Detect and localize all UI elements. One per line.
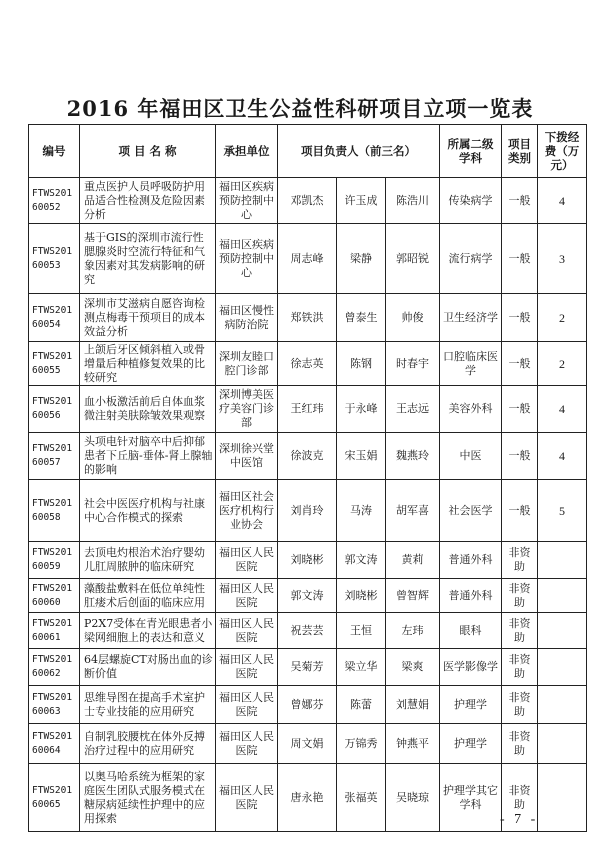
category-cell: 非资助 xyxy=(502,686,538,724)
leader-cell: 万锦秀 xyxy=(337,724,386,764)
project-code-cell xyxy=(29,386,80,433)
project-code-part: 60057 xyxy=(32,457,61,468)
funding-cell xyxy=(538,613,587,649)
unit-cell: 福田区人民医院 xyxy=(216,579,278,613)
project-code-part: FTWS201 xyxy=(32,497,73,509)
table-row xyxy=(29,178,587,224)
leader-cell: 于永峰 xyxy=(337,386,386,433)
discipline-cell: 眼科 xyxy=(440,613,502,649)
header-category: 项目类别 xyxy=(502,125,538,178)
project-code-part: FTWS201 xyxy=(32,582,73,594)
project-code-cell xyxy=(29,579,80,613)
project-code-part: FTWS201 xyxy=(32,245,73,257)
discipline-cell: 美容外科 xyxy=(440,386,502,433)
project-code-cell xyxy=(29,178,80,224)
leader-cell: 邓凯杰 xyxy=(278,178,337,224)
leader-cell: 郑铁洪 xyxy=(278,294,337,342)
category-cell: 一般 xyxy=(502,480,538,542)
funding-cell xyxy=(538,542,587,579)
category-cell: 一般 xyxy=(502,178,538,224)
discipline-cell: 普通外科 xyxy=(440,542,502,579)
table-header-row xyxy=(29,125,587,178)
category-cell: 一般 xyxy=(502,386,538,433)
project-name-cell: P2X7受体在青光眼患者小梁网细胞上的表达和意义 xyxy=(80,613,216,649)
table-row xyxy=(29,649,587,686)
project-code-cell xyxy=(29,224,80,294)
funding-cell: 5 xyxy=(538,480,587,542)
project-code-part: 60054 xyxy=(32,318,61,330)
project-name-cell: 基于GIS的深圳市流行性腮腺炎时空流行特征和气象因素对其发病影响的研究 xyxy=(80,224,216,294)
category-cell: 非资助 xyxy=(502,542,538,579)
table-row xyxy=(29,433,587,480)
unit-cell: 福田区疾病预防控制中心 xyxy=(216,178,278,224)
category-cell: 一般 xyxy=(502,224,538,294)
leader-cell: 王志远 xyxy=(386,386,440,433)
project-code-part: 60060 xyxy=(32,596,61,608)
funding-cell: 2 xyxy=(538,294,587,342)
header-discipline: 所属二级学科 xyxy=(440,125,502,178)
leader-cell: 曾娜芬 xyxy=(278,686,337,724)
funding-cell: 4 xyxy=(538,178,587,224)
project-code-part: 60063 xyxy=(32,705,61,717)
project-code-part: FTWS201 xyxy=(32,654,73,665)
header-leaders: 项目负责人（前三名） xyxy=(278,125,440,178)
leader-cell: 梁静 xyxy=(337,224,386,294)
category-cell: 非资助 xyxy=(502,649,538,686)
leader-cell: 刘晓彬 xyxy=(278,542,337,579)
leader-cell: 时春宇 xyxy=(386,342,440,386)
project-name-cell: 去顶电灼根治术治疗婴幼儿肛周脓肿的临床研究 xyxy=(80,542,216,579)
leader-cell: 祝芸芸 xyxy=(278,613,337,649)
leader-cell: 刘晓彬 xyxy=(337,579,386,613)
header-code: 编号 xyxy=(29,125,80,178)
funding-cell: 2 xyxy=(538,342,587,386)
project-code-part: FTWS201 xyxy=(32,730,73,742)
unit-cell: 福田区人民医院 xyxy=(216,764,278,832)
leader-cell: 梁爽 xyxy=(386,649,440,686)
leader-cell: 许玉成 xyxy=(337,178,386,224)
table-row xyxy=(29,386,587,433)
unit-cell: 深圳徐兴堂中医馆 xyxy=(216,433,278,480)
category-cell: 一般 xyxy=(502,342,538,386)
project-code-cell xyxy=(29,542,80,579)
header-unit: 承担单位 xyxy=(216,125,278,178)
discipline-cell: 口腔临床医学 xyxy=(440,342,502,386)
leader-cell: 徐波克 xyxy=(278,433,337,480)
funding-cell: 4 xyxy=(538,386,587,433)
project-name-cell: 64层螺旋CT对肠出血的诊断价值 xyxy=(80,649,216,686)
leader-cell: 宋玉娟 xyxy=(337,433,386,480)
project-code-part: FTWS201 xyxy=(32,396,73,407)
category-cell: 非资助 xyxy=(502,579,538,613)
leader-cell: 刘肖玲 xyxy=(278,480,337,542)
leader-cell: 吴菊芳 xyxy=(278,649,337,686)
project-code-cell xyxy=(29,724,80,764)
table-row xyxy=(29,686,587,724)
project-code-part: FTWS201 xyxy=(32,784,73,796)
project-code-part: 60062 xyxy=(32,668,61,679)
project-name-cell: 以奥马哈系统为框架的家庭医生团队式服务模式在糖尿病延续性护理中的应用探索 xyxy=(80,764,216,832)
project-code-cell xyxy=(29,649,80,686)
leader-cell: 陈浩川 xyxy=(386,178,440,224)
leader-cell: 左玮 xyxy=(386,613,440,649)
funding-cell xyxy=(538,764,587,832)
project-name-cell: 头项电针对脑卒中后抑郁患者下丘脑-垂体-肾上腺轴的影响 xyxy=(80,433,216,480)
funding-cell: 4 xyxy=(538,433,587,480)
leader-cell: 郭昭锐 xyxy=(386,224,440,294)
project-code-cell xyxy=(29,764,80,832)
project-code-cell xyxy=(29,342,80,386)
project-name-cell: 藻酸盐敷料在低位单纯性肛瘘术后创面的临床应用 xyxy=(80,579,216,613)
unit-cell: 福田区社会医疗机构行业协会 xyxy=(216,480,278,542)
funding-cell: 3 xyxy=(538,224,587,294)
project-code-cell xyxy=(29,613,80,649)
project-code-cell xyxy=(29,433,80,480)
unit-cell: 深圳友睦口腔门诊部 xyxy=(216,342,278,386)
project-code-part: 60053 xyxy=(32,259,61,271)
project-code-part: 60059 xyxy=(32,561,61,572)
unit-cell: 福田区疾病预防控制中心 xyxy=(216,224,278,294)
category-cell: 非资助 xyxy=(502,764,538,832)
project-code-part: 60056 xyxy=(32,410,61,421)
project-code-cell xyxy=(29,480,80,542)
leader-cell: 陈蕾 xyxy=(337,686,386,724)
leader-cell: 黄莉 xyxy=(386,542,440,579)
discipline-cell: 普通外科 xyxy=(440,579,502,613)
leader-cell: 徐志英 xyxy=(278,342,337,386)
header-funding: 下拨经费（万元） xyxy=(538,125,587,178)
project-code-part: 60052 xyxy=(32,201,61,213)
unit-cell: 福田区人民医院 xyxy=(216,649,278,686)
discipline-cell: 护理学其它学科 xyxy=(440,764,502,832)
table-row xyxy=(29,294,587,342)
project-code-part: FTWS201 xyxy=(32,547,73,558)
table-row xyxy=(29,342,587,386)
project-code-part: 60055 xyxy=(32,364,61,376)
header-project: 项 目 名 称 xyxy=(80,125,216,178)
table-row xyxy=(29,480,587,542)
project-code-part: FTWS201 xyxy=(32,187,73,199)
leader-cell: 钟燕平 xyxy=(386,724,440,764)
leader-cell: 郭文涛 xyxy=(337,542,386,579)
leader-cell: 曾智辉 xyxy=(386,579,440,613)
project-name-cell: 社会中医医疗机构与社康中心合作模式的探索 xyxy=(80,480,216,542)
discipline-cell: 卫生经济学 xyxy=(440,294,502,342)
leader-cell: 王红玮 xyxy=(278,386,337,433)
project-table xyxy=(28,124,587,832)
page-title: 2016 年福田区卫生公益性科研项目立项一览表 xyxy=(66,96,534,121)
project-code-part: 60064 xyxy=(32,744,61,756)
discipline-cell: 社会医学 xyxy=(440,480,502,542)
leader-cell: 陈钢 xyxy=(337,342,386,386)
project-code-part: FTWS201 xyxy=(32,443,73,454)
project-name-cell: 自制乳胶腰枕在体外反搏治疗过程中的应用研究 xyxy=(80,724,216,764)
leader-cell: 马涛 xyxy=(337,480,386,542)
project-code-part: FTWS201 xyxy=(32,691,73,703)
project-code-cell xyxy=(29,294,80,342)
page-number: - 7 - xyxy=(500,812,539,827)
project-code-part: FTWS201 xyxy=(32,617,73,629)
unit-cell: 福田区人民医院 xyxy=(216,724,278,764)
table-row xyxy=(29,724,587,764)
leader-cell: 郭文涛 xyxy=(278,579,337,613)
discipline-cell: 医学影像学 xyxy=(440,649,502,686)
discipline-cell: 护理学 xyxy=(440,686,502,724)
category-cell: 一般 xyxy=(502,294,538,342)
table-row xyxy=(29,542,587,579)
project-name-cell: 深圳市艾滋病自愿咨询检测点梅毒干预项目的成本效益分析 xyxy=(80,294,216,342)
funding-cell xyxy=(538,724,587,764)
discipline-cell: 中医 xyxy=(440,433,502,480)
project-name-cell: 血小板激活前后自体血浆微注射美肤除皱效果观察 xyxy=(80,386,216,433)
unit-cell: 福田区人民医院 xyxy=(216,542,278,579)
leader-cell: 唐永艳 xyxy=(278,764,337,832)
project-name-cell: 思维导图在提高手术室护士专业技能的应用研究 xyxy=(80,686,216,724)
unit-cell: 福田区人民医院 xyxy=(216,686,278,724)
category-cell: 非资助 xyxy=(502,613,538,649)
funding-cell xyxy=(538,579,587,613)
project-code-cell xyxy=(29,686,80,724)
leader-cell: 周志峰 xyxy=(278,224,337,294)
leader-cell: 吴晓琼 xyxy=(386,764,440,832)
unit-cell: 福田区慢性病防治院 xyxy=(216,294,278,342)
table-row xyxy=(29,224,587,294)
project-code-part: 60058 xyxy=(32,511,61,523)
leader-cell: 刘慧娟 xyxy=(386,686,440,724)
project-name-cell: 重点医护人员呼吸防护用品适合性检测及危险因素分析 xyxy=(80,178,216,224)
funding-cell xyxy=(538,649,587,686)
funding-cell xyxy=(538,686,587,724)
table-row xyxy=(29,579,587,613)
category-cell: 一般 xyxy=(502,433,538,480)
leader-cell: 胡军喜 xyxy=(386,480,440,542)
project-code-part: FTWS201 xyxy=(32,350,73,362)
unit-cell: 深圳博美医疗美容门诊部 xyxy=(216,386,278,433)
leader-cell: 曾泰生 xyxy=(337,294,386,342)
leader-cell: 梁立华 xyxy=(337,649,386,686)
discipline-cell: 传染病学 xyxy=(440,178,502,224)
discipline-cell: 流行病学 xyxy=(440,224,502,294)
leader-cell: 张福英 xyxy=(337,764,386,832)
leader-cell: 王恒 xyxy=(337,613,386,649)
leader-cell: 魏燕玲 xyxy=(386,433,440,480)
project-code-part: FTWS201 xyxy=(32,304,73,316)
project-name-cell: 上颌后牙区倾斜植入或骨增量后种植修复效果的比较研究 xyxy=(80,342,216,386)
table-row xyxy=(29,613,587,649)
leader-cell: 帅俊 xyxy=(386,294,440,342)
project-code-part: 60061 xyxy=(32,631,61,643)
project-code-part: 60065 xyxy=(32,798,61,810)
leader-cell: 周文娟 xyxy=(278,724,337,764)
unit-cell: 福田区人民医院 xyxy=(216,613,278,649)
discipline-cell: 护理学 xyxy=(440,724,502,764)
category-cell: 非资助 xyxy=(502,724,538,764)
